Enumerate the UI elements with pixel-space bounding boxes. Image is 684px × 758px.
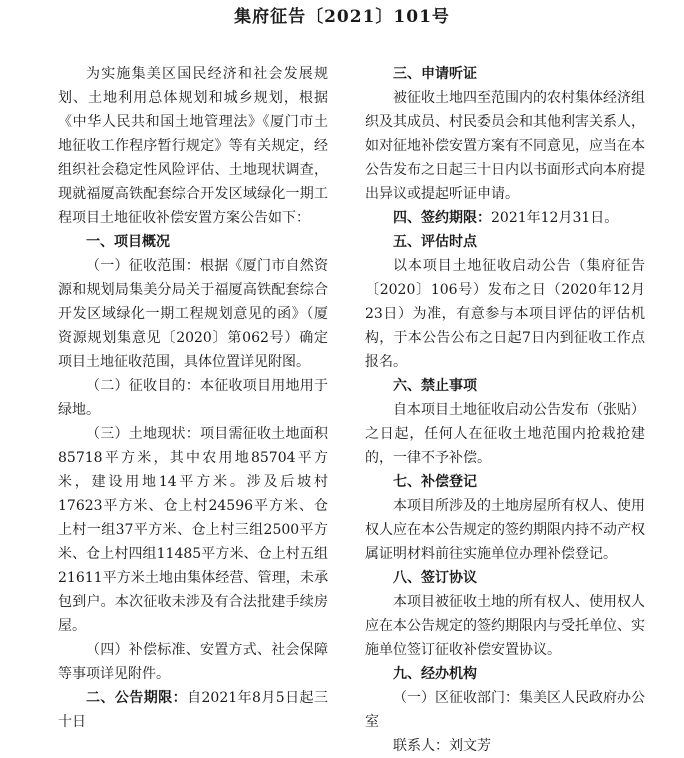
- section-9-heading: 九、经办机构: [393, 666, 477, 682]
- section-9-contact: 联系人：刘文芳: [393, 738, 491, 754]
- section-3-paragraph: 被征收土地四至范围内的农村集体经济组织及其成员、村民委员会和其他利害关系人，如对征地补偿安置方案有不同意见，应当在本公告发布之日起三十日内以书面形式向本府提出异议或提起听证申请。: [365, 90, 645, 202]
- section-2-paragraph: [58, 686, 328, 734]
- right-column: [365, 62, 645, 758]
- section-6-heading: 六、禁止事项: [393, 378, 477, 394]
- section-9-department: （一）区征收部门：集美区人民政府办公室: [365, 690, 645, 730]
- section-1-heading: 一、项目概况: [86, 234, 170, 250]
- section-1-compensation-paragraph: （四）补偿标准、安置方式、社会保障等事项详见附件。: [58, 642, 328, 682]
- section-8-paragraph: 本项目被征收土地的所有权人、使用权人应在本公告规定的签约期限内与受托单位、实施单位签订征收补偿安置协议。: [365, 594, 645, 658]
- document-title: 集府征告〔2021〕101号: [234, 7, 450, 27]
- section-3-heading: 三、申请听证: [393, 66, 477, 82]
- section-4-label: 四、签约期限：: [393, 210, 491, 226]
- section-6-paragraph: 自本项目土地征收启动公告发布（张贴）之日起，任何人在征收土地范围内抢栽抢建的，一律不予补偿。: [365, 402, 645, 466]
- section-2-label: 二、公告期限：: [86, 690, 188, 706]
- section-4-paragraph: [365, 206, 645, 230]
- left-column: [58, 62, 328, 734]
- section-5-paragraph: 以本项目土地征收启动公告（集府征告〔2020〕106号）发布之日（2020年12月23日）为准，有意参与本项目评估的评估机构，于本公告公布之日起7日内到征收工作点报名。: [365, 258, 645, 370]
- section-1-purpose-paragraph: （二）征收目的：本征收项目用地用于绿地。: [58, 378, 328, 418]
- section-8-heading: 八、签订协议: [393, 570, 477, 586]
- section-1-status-paragraph: （三）土地现状：项目需征收土地面积85718平方米，其中农用地85704平方米，建设用地14平方米。涉及后坡村17623平方米、仓上村24596平方米、仓上村一组37平方米、仓上村三组2500平方米、仓上村四组11485平方米、仓上村五组21611平方米土地由集体经营、管理，未承包到户。本次征收未涉及有合法批建手续房屋。: [58, 426, 328, 634]
- section-1-scope-paragraph: （一）征收范围：根据《厦门市自然资源和规划局集美分局关于福厦高铁配套综合开发区域绿化一期工程规划意见的函》（厦资源规划集意见〔2020〕第062号）确定项目土地征收范围，具体位置详见附图。: [58, 258, 328, 370]
- section-4-text: 2021年12月31日。: [491, 210, 619, 226]
- section-2-text: 自2021年8月5日起三十日: [58, 690, 328, 730]
- section-7-paragraph: 本项目所涉及的土地房屋所有权人、使用权人应在本公告规定的签约期限内持不动产权属证明材料前往实施单位办理补偿登记。: [365, 498, 645, 562]
- intro-paragraph: 为实施集美区国民经济和社会发展规划、土地利用总体规划和城乡规划，根据《中华人民共和国土地管理法》《厦门市土地征收工作程序暂行规定》等有关规定，经组织社会稳定性风险评估、土地现状调查，现就福厦高铁配套综合开发区域绿化一期工程项目土地征收补偿安置方案公告如下：: [58, 66, 328, 226]
- section-5-heading: 五、评估时点: [393, 234, 477, 250]
- section-7-heading: 七、补偿登记: [393, 474, 477, 490]
